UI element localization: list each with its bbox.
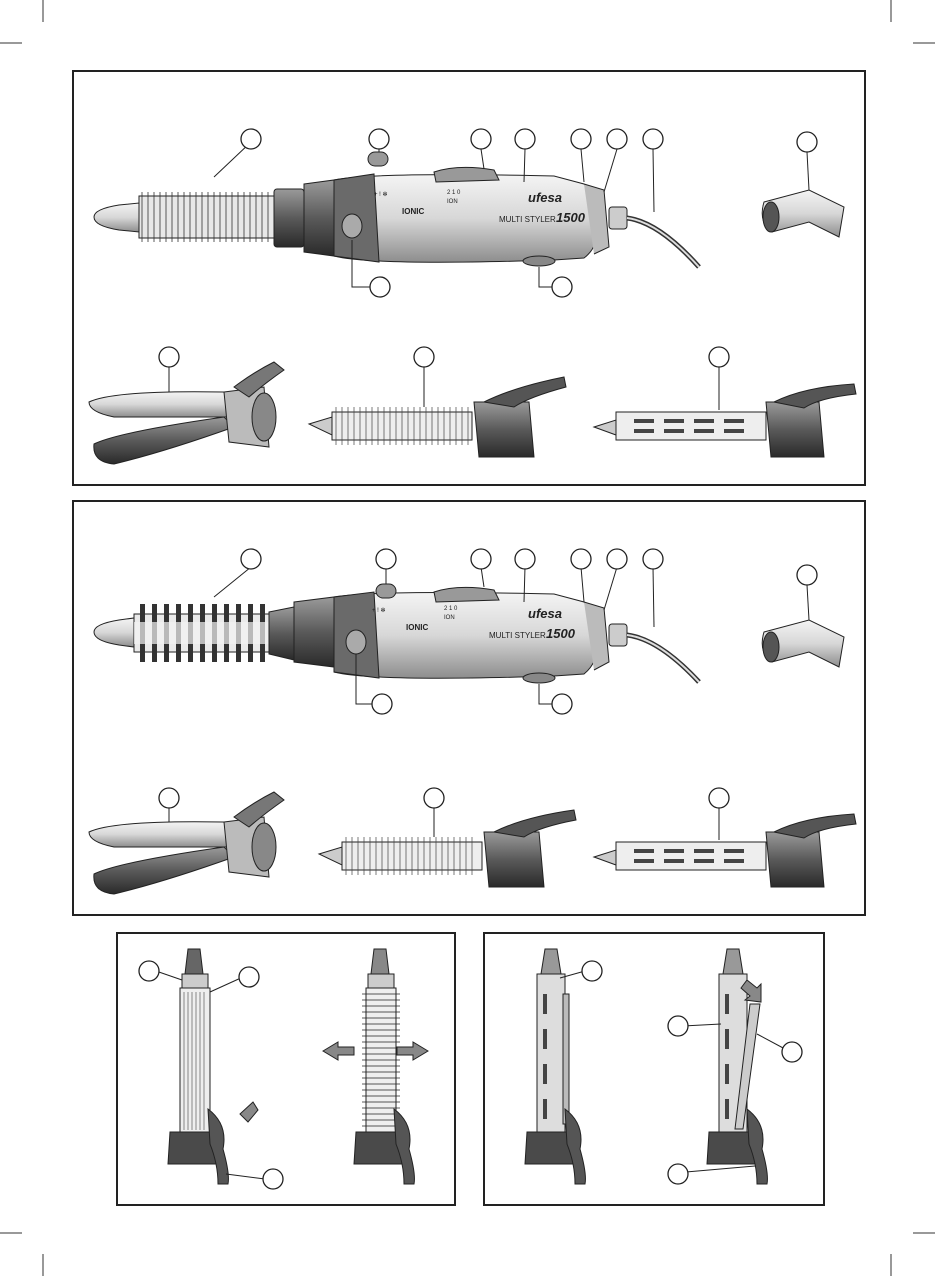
- brand-label: ufesa: [528, 190, 562, 205]
- model-prefix-label-2: MULTI STYLER: [489, 631, 546, 640]
- figure-4-panel: [483, 932, 825, 1206]
- callout-1-3: [471, 129, 491, 149]
- callout-2-3: [471, 549, 491, 569]
- callout-3-3: [263, 1169, 283, 1189]
- brand-label-2: ufesa: [528, 606, 562, 621]
- callout-2-5: [571, 549, 591, 569]
- callout-4-3: [782, 1042, 802, 1062]
- callout-2-13: [709, 788, 729, 808]
- callout-3-2: [239, 967, 259, 987]
- accessory-vented-barrel-2: [594, 814, 856, 887]
- callout-2-7: [643, 549, 663, 569]
- figure-2-drawing: [74, 502, 864, 914]
- figure-3-panel: [116, 932, 456, 1206]
- barrel-upright-closed: [525, 949, 585, 1184]
- callout-1-10: [797, 132, 817, 152]
- ionic-logo: IONIC: [402, 207, 425, 216]
- callout-1-2: [369, 129, 389, 149]
- accessory-bristle-brush: [309, 377, 566, 457]
- callout-2-2: [376, 549, 396, 569]
- callout-1-9: [552, 277, 572, 297]
- callout-2-10: [797, 565, 817, 585]
- callout-1-12: [414, 347, 434, 367]
- barrel-upright-open: [707, 949, 767, 1184]
- brush-upright-extended: [323, 949, 428, 1184]
- callout-2-8: [372, 694, 392, 714]
- switch-marks-label: 2 1 0: [447, 190, 461, 196]
- accessory-tong-2: [89, 792, 284, 894]
- figure-4-drawing: [485, 934, 823, 1204]
- callout-4-2: [668, 1016, 688, 1036]
- callout-1-6: [607, 129, 627, 149]
- callout-2-6: [607, 549, 627, 569]
- callout-4-4: [668, 1164, 688, 1184]
- callout-1-13: [709, 347, 729, 367]
- figure-1-drawing: [74, 72, 864, 484]
- callout-2-9: [552, 694, 572, 714]
- figure-1-panel: [72, 70, 866, 486]
- callout-1-7: [643, 129, 663, 149]
- concentrator-nozzle-2: [762, 620, 844, 667]
- callout-1-1: [241, 129, 261, 149]
- callout-2-1: [241, 549, 261, 569]
- callout-1-8: [370, 277, 390, 297]
- figure-2-panel: [72, 500, 866, 916]
- figure-3-drawing: [118, 934, 454, 1204]
- accessory-tong: [89, 362, 284, 464]
- switch-ion-label-2: ION: [444, 615, 455, 621]
- ionic-logo-2: IONIC: [406, 623, 429, 632]
- callout-2-11: [159, 788, 179, 808]
- styler-assembled-brush: [94, 152, 699, 267]
- concentrator-nozzle: [762, 190, 844, 237]
- callout-1-5: [571, 129, 591, 149]
- callout-1-4: [515, 129, 535, 149]
- callout-2-12: [424, 788, 444, 808]
- switch-marks-label-2: 2 1 0: [444, 606, 458, 612]
- callout-2-4: [515, 549, 535, 569]
- heat-icons: + ! ✻: [374, 192, 388, 198]
- accessory-bristle-brush-2: [319, 810, 576, 887]
- model-prefix-label: MULTI STYLER: [499, 215, 556, 224]
- heat-icons-2: + ! ✻: [372, 608, 386, 614]
- callout-3-1: [139, 961, 159, 981]
- callout-1-11: [159, 347, 179, 367]
- callout-4-1: [582, 961, 602, 981]
- styler-assembled-round-brush: [94, 584, 699, 683]
- switch-ion-label: ION: [447, 199, 458, 205]
- model-number-label: 1500: [556, 210, 585, 225]
- model-number-label-2: 1500: [546, 626, 575, 641]
- figure-4-callouts: [560, 961, 802, 1184]
- accessory-vented-barrel: [594, 384, 856, 457]
